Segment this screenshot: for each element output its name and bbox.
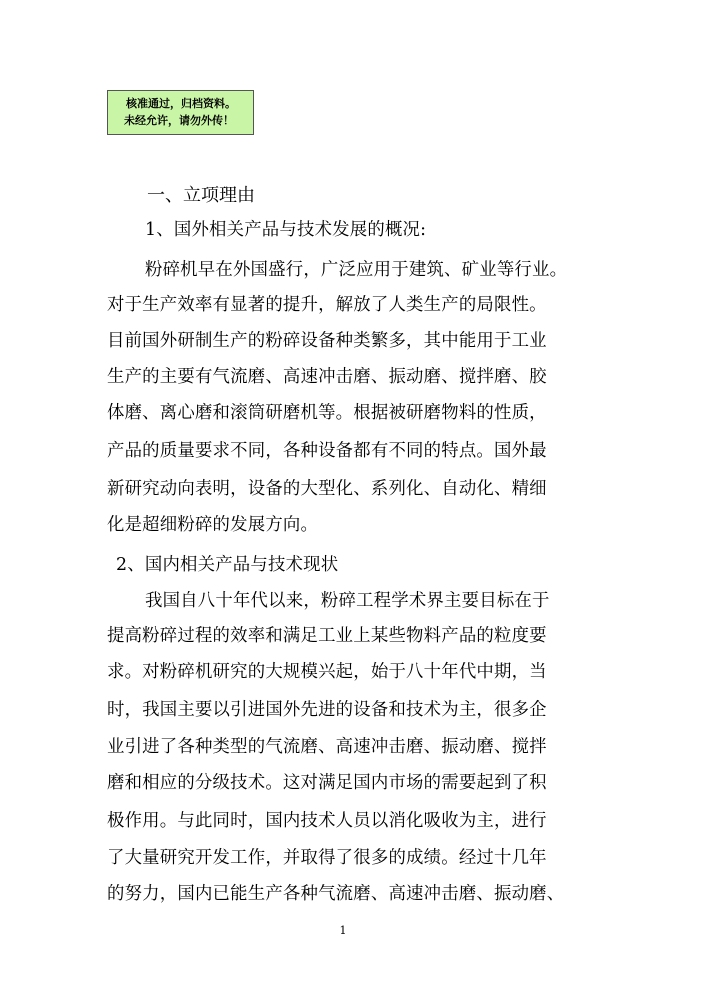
stamp-line-2: 未经允许，请勿外传！ xyxy=(124,114,234,127)
paragraph-line: 粉碎机早在外国盛行，广泛应用于建筑、矿业等行业。 xyxy=(145,260,568,280)
paragraph-line: 目前国外研制生产的粉碎设备种类繁多，其中能用于工业 xyxy=(107,331,547,351)
paragraph-line: 提高粉碎过程的效率和满足工业上某些物料产品的粒度要 xyxy=(107,626,547,646)
subheading-foreign: 1、国外相关产品与技术发展的概况: xyxy=(145,220,427,240)
paragraph-line: 化是超细粉碎的发展方向。 xyxy=(107,515,319,535)
stamp-line-1: 核准通过，归档资料。 xyxy=(126,97,236,110)
paragraph-line: 极作用。与此同时，国内技术人员以消化吸收为主，进行 xyxy=(107,811,547,831)
paragraph-line: 了大量研究开发工作，并取得了很多的成绩。经过十几年 xyxy=(107,848,547,868)
paragraph-line: 对于生产效率有显著的提升，解放了人类生产的局限性。 xyxy=(107,295,547,315)
paragraph-line: 磨和相应的分级技术。这对满足国内市场的需要起到了积 xyxy=(107,773,547,793)
paragraph-line: 时，我国主要以引进国外先进的设备和技术为主，很多企 xyxy=(107,700,547,720)
paragraph-line: 新研究动向表明，设备的大型化、系列化、自动化、精细 xyxy=(107,479,547,499)
paragraph-line: 业引进了各种类型的气流磨、高速冲击磨、振动磨、搅拌 xyxy=(107,737,547,757)
paragraph-line: 生产的主要有气流磨、高速冲击磨、振动磨、搅拌磨、胶 xyxy=(107,367,547,387)
paragraph-line: 产品的质量要求不同，各种设备都有不同的特点。国外最 xyxy=(107,441,547,461)
page-number: 1 xyxy=(339,924,347,937)
paragraph-line: 我国自八十年代以来，粉碎工程学术界主要目标在于 xyxy=(145,591,550,611)
paragraph-line: 求。对粉碎机研究的大规模兴起，始于八十年代中期，当 xyxy=(107,662,547,682)
approval-stamp xyxy=(107,90,254,135)
subheading-domestic: 2、国内相关产品与技术现状 xyxy=(116,555,339,575)
section-heading: 一、立项理由 xyxy=(147,185,255,206)
paragraph-line: 的努力，国内已能生产各种气流磨、高速冲击磨、振动磨、 xyxy=(107,884,565,904)
paragraph-line: 体磨、离心磨和滚筒研磨机等。根据被研磨物料的性质， xyxy=(107,403,547,423)
